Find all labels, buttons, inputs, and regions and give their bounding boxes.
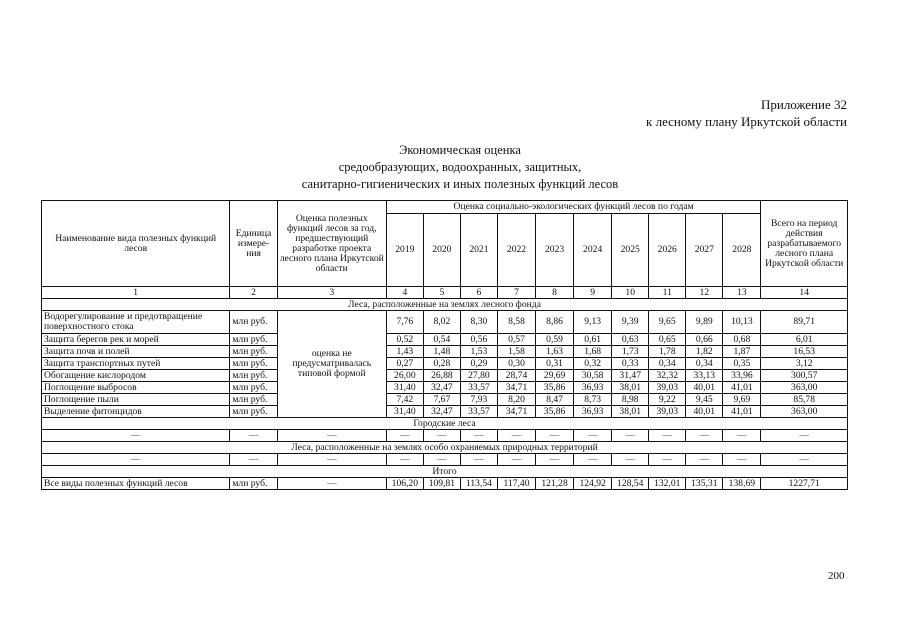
header-year: 2026 (649, 214, 686, 287)
value-cell: 0,31 (536, 358, 574, 370)
unit-cell: млн руб. (230, 358, 277, 370)
value-cell: 36,93 (574, 406, 612, 418)
value-cell: 27,80 (460, 370, 497, 382)
value-cell: 40,01 (686, 406, 723, 418)
value-cell: 0,35 (723, 358, 761, 370)
total-row (42, 478, 848, 490)
dash-cell: — (386, 454, 423, 466)
header-years-group: Оценка социально-экологических функций лесов по годам (386, 201, 761, 214)
dash-cell: — (649, 430, 686, 442)
col-number: 14 (761, 287, 848, 299)
value-cell: 8,73 (574, 394, 612, 406)
col-number: 1 (42, 287, 230, 299)
value-cell: 0,65 (649, 334, 686, 346)
header-year: 2028 (723, 214, 761, 287)
col-number: 11 (649, 287, 686, 299)
value-cell: 124,92 (574, 478, 612, 490)
dash-cell: — (277, 454, 386, 466)
unit-cell: млн руб. (230, 406, 277, 418)
total-cell: 1227,71 (761, 478, 848, 490)
header-year: 2022 (497, 214, 535, 287)
dash-cell: — (277, 430, 386, 442)
value-cell: 33,96 (723, 370, 761, 382)
value-cell: 32,32 (649, 370, 686, 382)
appendix-line-1: Приложение 32 (760, 97, 847, 112)
value-cell: 0,63 (612, 334, 649, 346)
value-cell: 1,63 (536, 346, 574, 358)
value-cell: 0,59 (536, 334, 574, 346)
prior-cell: — (277, 478, 386, 490)
unit-cell: млн руб. (230, 346, 277, 358)
header-total: Всего на период действия разрабатываемого лесного плана Иркутской области (761, 201, 848, 287)
section-row (42, 299, 848, 311)
col-number: 2 (230, 287, 277, 299)
dash-cell: — (536, 430, 574, 442)
value-cell: 26,00 (386, 370, 423, 382)
dash-cell: — (612, 430, 649, 442)
table-row (42, 370, 848, 382)
value-cell: 0,66 (686, 334, 723, 346)
total-cell: 3,12 (761, 358, 848, 370)
section-total: Итого (42, 466, 848, 478)
value-cell: 0,30 (497, 358, 535, 370)
total-cell: 300,57 (761, 370, 848, 382)
dash-cell: — (497, 430, 535, 442)
col-number: 4 (386, 287, 423, 299)
dash-cell: — (42, 454, 230, 466)
header-year: 2020 (423, 214, 460, 287)
value-cell: 38,01 (612, 406, 649, 418)
value-cell: 7,67 (423, 394, 460, 406)
value-cell: 9,45 (686, 394, 723, 406)
value-cell: 10,13 (723, 311, 761, 334)
header-unit: Единица измере- ния (230, 201, 277, 287)
dash-row (42, 454, 848, 466)
dash-cell: — (686, 430, 723, 442)
value-cell: 138,69 (723, 478, 761, 490)
value-cell: 31,40 (386, 382, 423, 394)
value-cell: 117,40 (497, 478, 535, 490)
col-number: 6 (460, 287, 497, 299)
table-row (42, 358, 848, 370)
value-cell: 8,58 (497, 311, 535, 334)
dash-cell: — (686, 454, 723, 466)
col-number: 12 (686, 287, 723, 299)
value-cell: 8,86 (536, 311, 574, 334)
value-cell: 30,58 (574, 370, 612, 382)
value-cell: 1,43 (386, 346, 423, 358)
value-cell: 36,93 (574, 382, 612, 394)
total-cell: 89,71 (761, 311, 848, 334)
dash-cell: — (460, 454, 497, 466)
dash-cell: — (42, 430, 230, 442)
value-cell: 0,52 (386, 334, 423, 346)
value-cell: 31,47 (612, 370, 649, 382)
value-cell: 109,81 (423, 478, 460, 490)
col-number: 8 (536, 287, 574, 299)
value-cell: 29,69 (536, 370, 574, 382)
value-cell: 26,88 (423, 370, 460, 382)
prior-year-note: оценка не предусматривалась типовой формой (277, 311, 386, 418)
header-year: 2025 (612, 214, 649, 287)
table-row (42, 394, 848, 406)
value-cell: 128,54 (612, 478, 649, 490)
value-cell: 0,32 (574, 358, 612, 370)
value-cell: 8,30 (460, 311, 497, 334)
value-cell: 1,78 (649, 346, 686, 358)
dash-cell: — (497, 454, 535, 466)
function-name: Обогащение кислородом (42, 370, 230, 382)
value-cell: 31,40 (386, 406, 423, 418)
unit-cell: млн руб. (230, 382, 277, 394)
value-cell: 41,01 (723, 406, 761, 418)
appendix-header (646, 96, 847, 130)
value-cell: 1,82 (686, 346, 723, 358)
value-cell: 0,34 (686, 358, 723, 370)
value-cell: 40,01 (686, 382, 723, 394)
value-cell: 35,86 (536, 382, 574, 394)
value-cell: 9,65 (649, 311, 686, 334)
dash-cell: — (423, 454, 460, 466)
section-protected: Леса, расположенные на землях особо охраняемых природных территорий (42, 442, 848, 454)
header-year: 2023 (536, 214, 574, 287)
function-name: Выделение фитонцидов (42, 406, 230, 418)
valuation-table (41, 200, 848, 490)
value-cell: 8,02 (423, 311, 460, 334)
header-year: 2019 (386, 214, 423, 287)
dash-cell: — (460, 430, 497, 442)
function-name: Водорегулирование и предотвращение поверхностного стока (42, 311, 230, 334)
function-name: Защита берегов рек и морей (42, 334, 230, 346)
dash-cell: — (612, 454, 649, 466)
total-cell: 16,53 (761, 346, 848, 358)
section-row (42, 442, 848, 454)
total-cell: 6,01 (761, 334, 848, 346)
value-cell: 32,47 (423, 382, 460, 394)
value-cell: 0,68 (723, 334, 761, 346)
value-cell: 113,54 (460, 478, 497, 490)
value-cell: 33,57 (460, 382, 497, 394)
value-cell: 34,71 (497, 406, 535, 418)
col-number: 3 (277, 287, 386, 299)
total-row-name: Все виды полезных функций лесов (42, 478, 230, 490)
value-cell: 28,74 (497, 370, 535, 382)
dash-cell: — (723, 454, 761, 466)
section-forest-fund: Леса, расположенные на землях лесного фонда (42, 299, 848, 311)
dash-cell: — (386, 430, 423, 442)
dash-cell: — (649, 454, 686, 466)
dash-cell: — (761, 454, 848, 466)
col-number: 7 (497, 287, 535, 299)
unit-cell: млн руб. (230, 394, 277, 406)
value-cell: 0,33 (612, 358, 649, 370)
value-cell: 9,69 (723, 394, 761, 406)
table-row (42, 346, 848, 358)
value-cell: 106,20 (386, 478, 423, 490)
header-year: 2024 (574, 214, 612, 287)
value-cell: 7,76 (386, 311, 423, 334)
title-line-2: средообразующих, водоохранных, защитных, (338, 160, 582, 174)
col-number: 9 (574, 287, 612, 299)
value-cell: 1,58 (497, 346, 535, 358)
table-row (42, 334, 848, 346)
value-cell: 7,93 (460, 394, 497, 406)
table-row (42, 406, 848, 418)
value-cell: 1,68 (574, 346, 612, 358)
value-cell: 0,29 (460, 358, 497, 370)
title-line-1: Экономическая оценка (399, 143, 521, 157)
value-cell: 0,61 (574, 334, 612, 346)
value-cell: 39,03 (649, 382, 686, 394)
section-row (42, 466, 848, 478)
unit-cell: млн руб. (230, 311, 277, 334)
table-row (42, 311, 848, 334)
value-cell: 1,48 (423, 346, 460, 358)
unit-cell: млн руб. (230, 334, 277, 346)
value-cell: 0,34 (649, 358, 686, 370)
dash-row (42, 430, 848, 442)
value-cell: 1,53 (460, 346, 497, 358)
value-cell: 0,28 (423, 358, 460, 370)
section-urban: Городские леса (42, 418, 848, 430)
value-cell: 34,71 (497, 382, 535, 394)
total-cell: 363,00 (761, 382, 848, 394)
dash-cell: — (230, 430, 277, 442)
value-cell: 121,28 (536, 478, 574, 490)
value-cell: 7,42 (386, 394, 423, 406)
col-number: 13 (723, 287, 761, 299)
value-cell: 8,20 (497, 394, 535, 406)
col-number: 5 (423, 287, 460, 299)
value-cell: 38,01 (612, 382, 649, 394)
function-name: Поглощение пыли (42, 394, 230, 406)
dash-cell: — (574, 430, 612, 442)
title-line-3: санитарно-гигиенических и иных полезных функций лесов (301, 177, 619, 191)
document-title (250, 142, 670, 193)
value-cell: 32,47 (423, 406, 460, 418)
page-number: 200 (828, 570, 845, 582)
value-cell: 41,01 (723, 382, 761, 394)
dash-cell: — (536, 454, 574, 466)
column-number-row (42, 287, 848, 299)
dash-cell: — (761, 430, 848, 442)
col-number: 10 (612, 287, 649, 299)
total-cell: 363,00 (761, 406, 848, 418)
unit-cell: млн руб. (230, 478, 277, 490)
unit-cell: млн руб. (230, 370, 277, 382)
value-cell: 8,98 (612, 394, 649, 406)
function-name: Поглощение выбросов (42, 382, 230, 394)
header-year: 2027 (686, 214, 723, 287)
value-cell: 9,13 (574, 311, 612, 334)
dash-cell: — (230, 454, 277, 466)
header-prior: Оценка полезных функций лесов за год, предшествующий разработке проекта лесного плана Иркутской области (277, 201, 386, 287)
section-row (42, 418, 848, 430)
value-cell: 9,22 (649, 394, 686, 406)
value-cell: 33,13 (686, 370, 723, 382)
value-cell: 9,39 (612, 311, 649, 334)
value-cell: 1,87 (723, 346, 761, 358)
table-row (42, 382, 848, 394)
function-name: Защита транспортных путей (42, 358, 230, 370)
value-cell: 0,54 (423, 334, 460, 346)
value-cell: 0,27 (386, 358, 423, 370)
header-name: Наименование вида полезных функций лесов (42, 201, 230, 287)
value-cell: 9,89 (686, 311, 723, 334)
value-cell: 0,57 (497, 334, 535, 346)
value-cell: 132,01 (649, 478, 686, 490)
appendix-line-2: к лесному плану Иркутской области (646, 114, 847, 129)
dash-cell: — (723, 430, 761, 442)
header-year: 2021 (460, 214, 497, 287)
value-cell: 35,86 (536, 406, 574, 418)
value-cell: 135,31 (686, 478, 723, 490)
value-cell: 8,47 (536, 394, 574, 406)
value-cell: 1,73 (612, 346, 649, 358)
dash-cell: — (423, 430, 460, 442)
value-cell: 39,03 (649, 406, 686, 418)
value-cell: 0,56 (460, 334, 497, 346)
dash-cell: — (574, 454, 612, 466)
total-cell: 85,78 (761, 394, 848, 406)
value-cell: 33,57 (460, 406, 497, 418)
function-name: Защита почв и полей (42, 346, 230, 358)
